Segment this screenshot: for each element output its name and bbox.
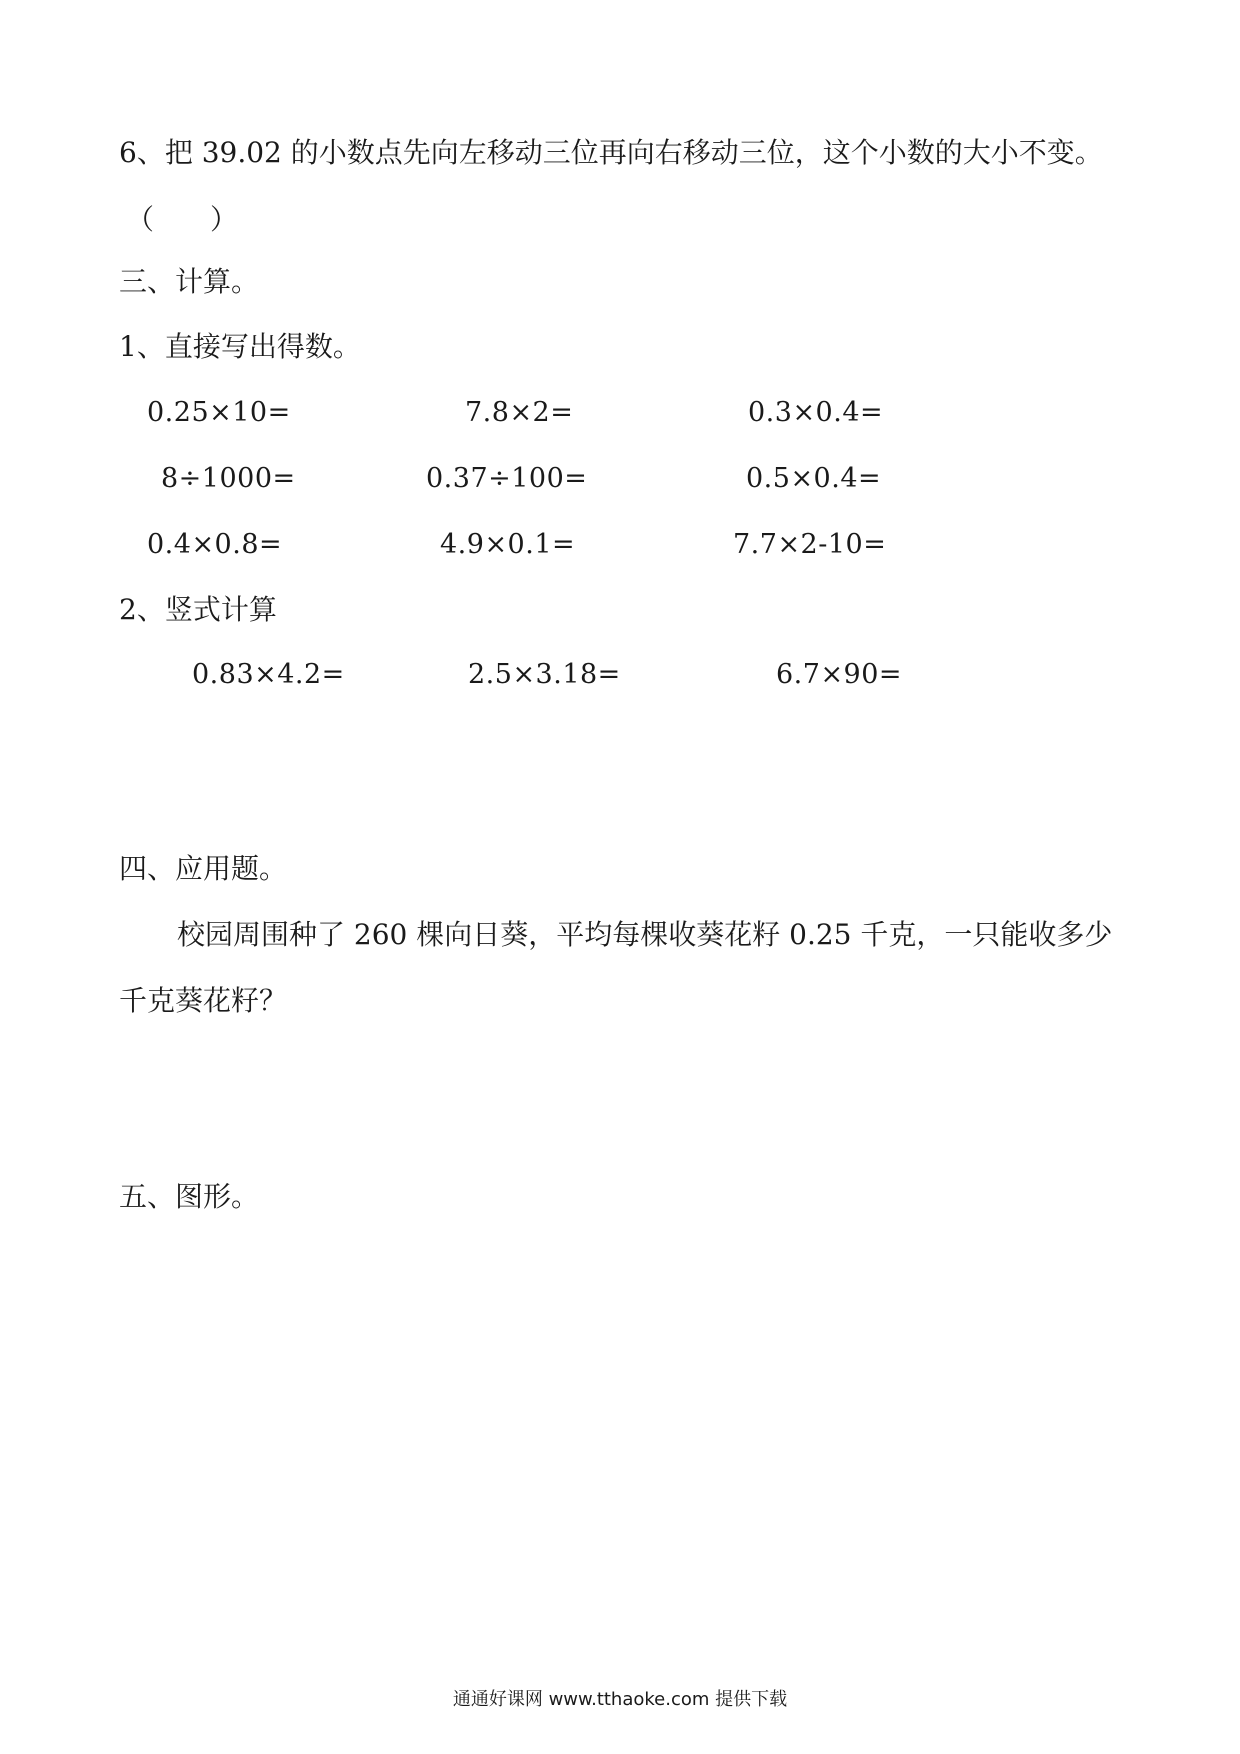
oral-calc-item: 0.37÷100=: [426, 463, 588, 494]
oral-calc-item: 4.9×0.1=: [440, 529, 576, 560]
oral-calc-item: 7.8×2=: [465, 397, 574, 428]
section-3-title: 三、计算。: [119, 265, 260, 298]
part-1-title: 1、直接写出得数。: [119, 330, 361, 363]
oral-calc-item: 0.25×10=: [147, 397, 291, 428]
vertical-calc-item: 0.83×4.2=: [192, 659, 345, 690]
oral-calc-item: 0.3×0.4=: [748, 397, 884, 428]
section-5-title: 五、图形。: [119, 1180, 260, 1213]
oral-calc-item: 8÷1000=: [161, 463, 296, 494]
question-6-text: 6、把 39.02 的小数点先向左移动三位再向右移动三位，这个小数的大小不变。: [119, 136, 1103, 169]
vertical-calc-item: 6.7×90=: [776, 659, 903, 690]
oral-calc-item: 0.4×0.8=: [147, 529, 283, 560]
question-6-answer-blank: （ ）: [126, 203, 239, 236]
part-2-title: 2、竖式计算: [119, 593, 277, 626]
page-footer: 通通好课网 www.tthaoke.com 提供下载: [452, 1689, 788, 1710]
oral-calc-item: 0.5×0.4=: [746, 463, 882, 494]
word-problem-line-2: 千克葵花籽？: [119, 984, 288, 1017]
oral-calc-item: 7.7×2-10=: [733, 529, 887, 560]
section-4-title: 四、应用题。: [119, 852, 288, 885]
word-problem-line-1: 校园周围种了 260 棵向日葵，平均每棵收葵花籽 0.25 千克，一只能收多少: [177, 918, 1113, 951]
vertical-calc-item: 2.5×3.18=: [468, 659, 621, 690]
